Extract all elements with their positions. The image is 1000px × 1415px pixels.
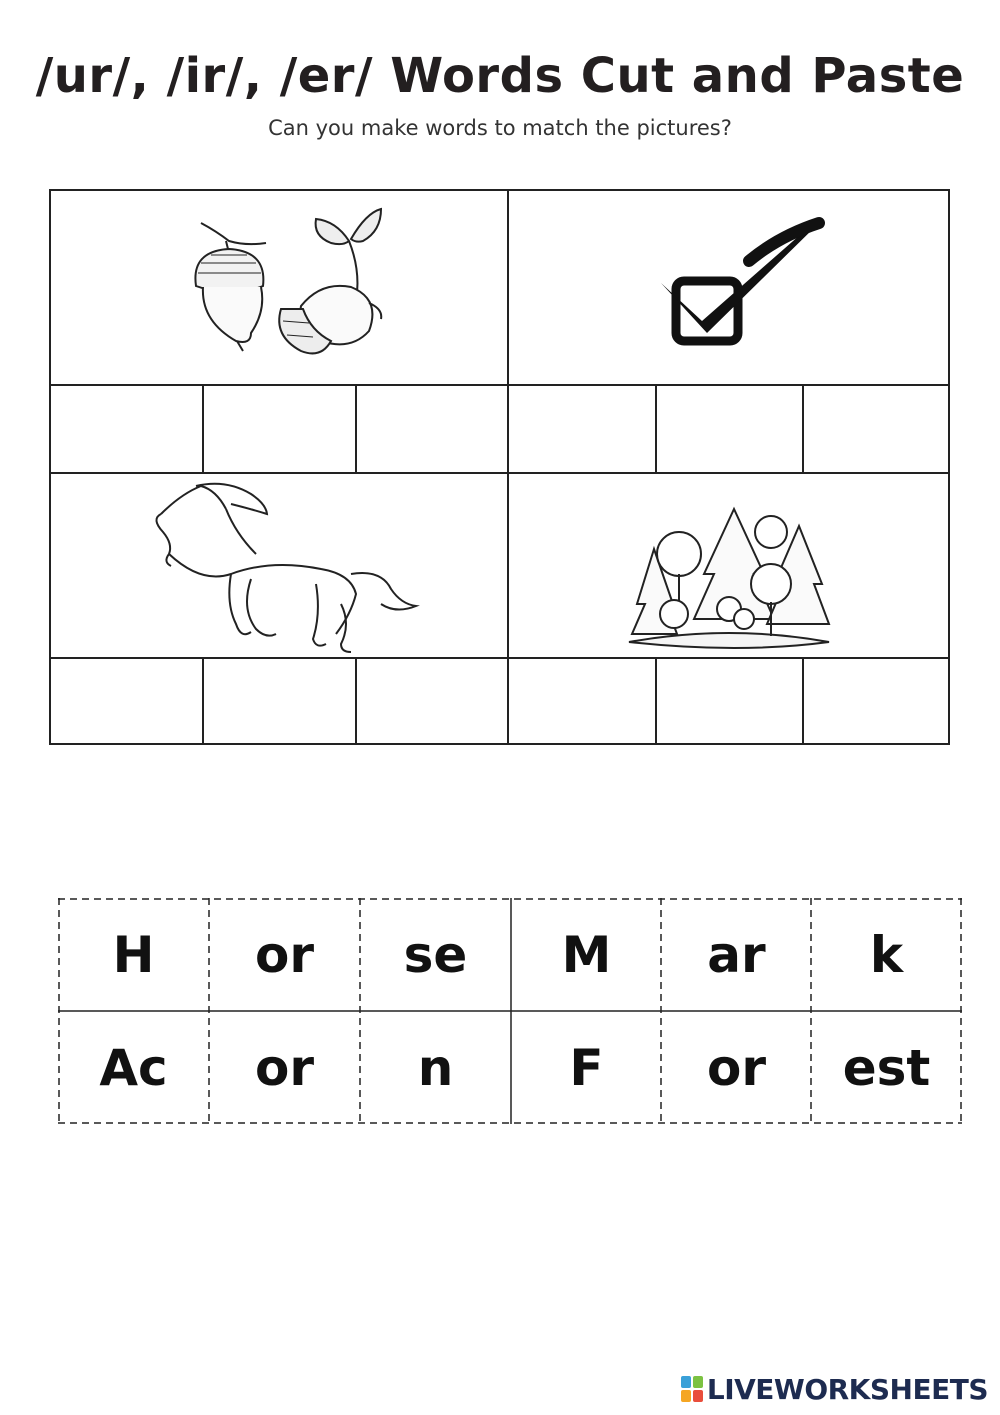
- tile-text: H: [112, 925, 155, 984]
- answer-box[interactable]: [357, 659, 507, 743]
- answer-box[interactable]: [657, 386, 802, 472]
- tile-text: est: [842, 1038, 931, 1097]
- letter-tile[interactable]: [360, 1011, 511, 1124]
- tile-text: or: [254, 1038, 314, 1097]
- liveworksheets-logo-icon: [680, 1375, 704, 1403]
- page-title: /ur/, /ir/, /er/ Words Cut and Paste: [35, 48, 965, 104]
- checkmark-picture: [509, 191, 948, 384]
- checkmark-icon: [509, 191, 948, 384]
- answer-box[interactable]: [204, 659, 355, 743]
- answer-box[interactable]: [51, 659, 202, 743]
- answer-box[interactable]: [509, 386, 655, 472]
- letter-tile[interactable]: [811, 1011, 962, 1124]
- forest-icon: [509, 474, 948, 657]
- answer-box[interactable]: [204, 386, 355, 472]
- acorns-picture: [51, 191, 507, 384]
- brand-name: LIVEWORKSHEETS: [706, 1372, 988, 1406]
- answer-box[interactable]: [509, 659, 655, 743]
- tile-text: M: [561, 925, 612, 984]
- answer-box[interactable]: [657, 659, 802, 743]
- answer-box[interactable]: [51, 386, 202, 472]
- horse-icon: [51, 474, 507, 657]
- forest-picture: [509, 474, 948, 657]
- tile-text: n: [417, 1038, 454, 1097]
- letter-tile[interactable]: [209, 1011, 360, 1124]
- letter-tile[interactable]: [661, 1011, 812, 1124]
- tile-text: or: [706, 1038, 766, 1097]
- page-subtitle: Can you make words to match the pictures?: [268, 116, 732, 140]
- answer-grid: [49, 189, 950, 745]
- cutout-tiles: [58, 898, 962, 1124]
- tile-text: k: [869, 925, 904, 984]
- acorns-icon: [51, 191, 507, 384]
- tile-text: F: [569, 1038, 604, 1097]
- tile-text: Ac: [99, 1038, 168, 1097]
- answer-box[interactable]: [357, 386, 507, 472]
- liveworksheets-logo[interactable]: [680, 1373, 988, 1405]
- letter-tile[interactable]: [209, 898, 360, 1011]
- tile-text: or: [254, 925, 314, 984]
- letter-tile[interactable]: [360, 898, 511, 1011]
- tile-text: se: [403, 925, 468, 984]
- answer-box[interactable]: [804, 386, 948, 472]
- answer-box[interactable]: [804, 659, 948, 743]
- letter-tile[interactable]: [511, 898, 662, 1011]
- letter-tile[interactable]: [661, 898, 812, 1011]
- letter-tile[interactable]: [811, 898, 962, 1011]
- letter-tile[interactable]: [58, 898, 209, 1011]
- horse-picture: [51, 474, 507, 657]
- letter-tile[interactable]: [511, 1011, 662, 1124]
- letter-tile[interactable]: [58, 1011, 209, 1124]
- tile-text: ar: [707, 925, 766, 984]
